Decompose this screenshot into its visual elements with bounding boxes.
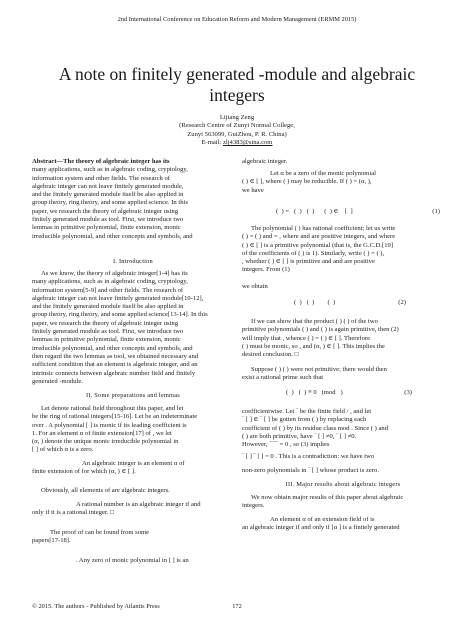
we-obtain: we obtain bbox=[242, 283, 268, 290]
text-line: coefficientwise. Let ‾ be the finite field / , and let bbox=[242, 408, 372, 415]
text-line: ( ) ∈ [ ] is a primitive polynomial (that is, the G.C.D.[19] bbox=[242, 241, 394, 249]
text-line: an algebraic integer if and only if [α ] is a finitely generated bbox=[242, 524, 400, 532]
text-line: If we can show that the product ( ) ( ) of the two bbox=[251, 318, 378, 325]
text-line: As we know, the theory of algebraic integer[1-4] has its bbox=[41, 270, 188, 277]
text-line: A rational number is an algebraic integer if and bbox=[76, 501, 201, 508]
text-line: The proof of can be found from some bbox=[50, 529, 150, 536]
text-line: However, ‾‾‾‾ = 0 , so (3) implies bbox=[242, 441, 330, 449]
equation-text: ( ) ( ) ( ) bbox=[294, 299, 336, 306]
text-line: 1. For an element α of finite extension[17] of , we let bbox=[32, 429, 172, 437]
equation-text: ( ) ( ) ≡ 0 (mod ) bbox=[286, 389, 343, 396]
equation-number: (1) bbox=[432, 208, 440, 215]
abstract-line: and the finitely generated module itself be also applied in bbox=[32, 191, 184, 199]
author-block bbox=[150, 114, 324, 148]
text-line: lemmas in primitive polynomial, finite extension, monic bbox=[32, 336, 181, 344]
text-line: intrinsic connects between algebraic number field and finitely bbox=[32, 369, 196, 377]
section-heading-major-results: III. Major results about algebraic integers bbox=[285, 481, 401, 488]
abstract-line: Abstract—The theory of algebraic integer has its bbox=[32, 158, 170, 165]
obviously-line: Obviously, all elements of are algebraic integers. bbox=[41, 487, 170, 494]
introduction-paragraph bbox=[32, 270, 234, 386]
nonzero-line: non-zero polynomials in ‾ [ ] whose product is zero. bbox=[242, 467, 379, 474]
definition bbox=[32, 460, 234, 477]
abstract-line: algebraic integer can not leave finitely generated module, bbox=[32, 182, 184, 190]
text-line: , whether ( ) ∈ [ ] is primitive and and are positive bbox=[242, 258, 375, 266]
text-line: ( ) ∈ [ ], where ( ) may be reducible. If ( ) = (α, ), bbox=[242, 178, 372, 186]
author-name: Lijiang Zeng bbox=[219, 114, 255, 121]
email-link[interactable]: zlj4383@sina.com bbox=[222, 139, 273, 147]
text-line: finite extension of for which (α, ) ∈ [ ]. bbox=[32, 468, 136, 476]
section-heading-preparations: II. Some preparations and lemmas bbox=[86, 392, 180, 399]
page-number: 172 bbox=[232, 603, 242, 610]
abstract-line: finitely generated module as tool. First, we introduce two bbox=[32, 216, 184, 224]
text-line: irreducible polynomial, and other concepts and symbols, and bbox=[32, 344, 193, 352]
abstract-line: many applications, such as in algebraic coding, cryptology, bbox=[32, 166, 188, 174]
text-line: [ ] of which α is a zero. bbox=[32, 446, 94, 454]
text-line: desired conclusion. □ bbox=[242, 351, 299, 359]
text-line: exist a rational prime such that bbox=[242, 374, 324, 382]
text-line: coefficient of ( ) by its residue class mod . Since ( ) and bbox=[242, 424, 388, 432]
conference-header: 2nd International Conference on Education Reform and Modern Management (ERMM 2015) bbox=[117, 16, 357, 23]
equation-3 bbox=[242, 389, 444, 397]
coefficientwise-paragraph bbox=[242, 408, 444, 449]
text-line: integers. From (1) bbox=[242, 266, 290, 274]
text-line: group theory, ring theory, and some applied science[13-14]. In this bbox=[32, 311, 208, 319]
text-line: Let α be a zero of the monic polynomial bbox=[270, 170, 376, 177]
text-line: of the coefficients of ( ) is 1). Similarly, write ( ) = ( ), bbox=[242, 249, 385, 257]
equation-number: (3) bbox=[404, 389, 412, 396]
text-line: many applications, such as in algebraic coding, cryptology, bbox=[32, 278, 188, 286]
text-line: The polynomial ( ) has rational coefficient; let us write bbox=[251, 225, 396, 232]
lemma-2: . Any zero of monic polynomial in [ ] is an bbox=[76, 557, 189, 564]
title-line-2: integers bbox=[209, 85, 265, 105]
copyright-footer: © 2015. The authors - Published by Atlantis Press bbox=[32, 603, 160, 610]
abstract-line: irreducible polynomial, and other concepts and symbols, and bbox=[32, 232, 193, 240]
text-line: ‾ [ ] ∈ ‾ [ ] be gotten from ( ) by replacing each bbox=[242, 416, 367, 424]
text-line: paper, we research the theory of algebraic integer using bbox=[32, 319, 179, 327]
proof-1 bbox=[32, 529, 234, 546]
text-line: information system[5-9] and other fields. The research of bbox=[32, 286, 184, 294]
text-line: Suppose ( ) ( ) were not primitive; there would then bbox=[251, 366, 387, 373]
abstract-line: group theory, ring theory, and some applied science. In this bbox=[32, 199, 188, 207]
lemma-1 bbox=[32, 501, 234, 518]
text-line: (α, ) denote the unique monic irreducible polynomial in bbox=[32, 438, 179, 446]
text-line: we have bbox=[242, 186, 264, 194]
paper-title bbox=[20, 64, 454, 106]
text-line: only if it is a rational integer. □ bbox=[32, 509, 114, 517]
text-line: ( ) are both primitive, have ‾ [ ] ≠0, ‾ [ ] ≠0. bbox=[242, 432, 357, 440]
equation-1 bbox=[242, 208, 444, 216]
lemma-2-continued: algebraic integer. bbox=[242, 158, 288, 165]
title-line-1: A note on finitely generated -module and algebraic bbox=[58, 64, 416, 84]
text-line: primitive polynomials ( ) and ( ) is again primitive, then (2) bbox=[242, 326, 399, 334]
text-line: ( ) = ( ) and = , where and are positive integers, and where bbox=[242, 233, 396, 241]
text-line: over . A polynomial [ ] is monic if its leading coefficient is bbox=[32, 421, 187, 429]
abstract-line: lemmas in primitive polynomial, finite extension, monic bbox=[32, 224, 181, 232]
abstract-line: information system and other fields. The research of bbox=[32, 174, 170, 182]
major-results-intro bbox=[242, 494, 444, 511]
section-heading-introduction: I. Introduction bbox=[113, 258, 153, 265]
text-line: Let denote rational field throughout this paper, and let bbox=[41, 405, 184, 412]
contradiction-line: ‾ [ ] ‾ [ ] = 0 . This is a contradiction: we have two bbox=[242, 453, 375, 460]
text-line: and the finitely generated module itself be also applied in bbox=[32, 303, 184, 311]
text-line: An element α of an extension field of is bbox=[270, 516, 375, 523]
text-line: papers[17-18]. bbox=[32, 537, 71, 545]
text-line: then regard the two lemmas as tool, we obtained necessary and bbox=[32, 352, 199, 360]
text-line: will imply that , whence ( ) = ( ) ∈ [ ]. Therefore bbox=[242, 334, 371, 342]
abstract bbox=[32, 158, 234, 241]
text-line: algebraic integer can not leave finitely generated module[10-12], bbox=[32, 294, 204, 302]
text-line: An algebraic integer is an element α of bbox=[82, 460, 185, 467]
abstract-line: paper, we research the theory of algebraic integer using bbox=[32, 207, 179, 215]
author-affiliation: (Research Centre of Zunyi Normal College, bbox=[179, 122, 295, 130]
text-line: generated -module. bbox=[32, 377, 83, 385]
preparations-paragraph bbox=[32, 405, 234, 455]
text-line: integers. bbox=[242, 502, 265, 510]
text-line: We now obtain major results of this paper about algebraic bbox=[251, 494, 404, 501]
equation-2 bbox=[242, 299, 444, 307]
text-line: sufficient condition that an element is algebraic integer, and an bbox=[32, 361, 198, 369]
polynomial-paragraph bbox=[242, 225, 444, 275]
theorem-statement bbox=[242, 516, 444, 533]
primitive-paragraph bbox=[242, 318, 444, 359]
suppose-paragraph bbox=[242, 366, 444, 383]
equation-text: ( ) = ( ) ( ) ( ) ∈ [ ] bbox=[276, 208, 353, 215]
text-line: finitely generated module as tool. First, we introduce two bbox=[32, 328, 184, 336]
text-line: be the ring of rational integers[15-16]. Let be an indeterminate bbox=[32, 413, 198, 421]
equation-number: (2) bbox=[398, 299, 406, 306]
author-email: E-mail: zlj4383@sina.com bbox=[201, 139, 273, 147]
text-line: ( ) must be monic, so , and (α, ) ∈ [ ]. This implies the bbox=[242, 342, 385, 350]
author-address: Zunyi 563099, GuiZhou, P. R. China) bbox=[187, 130, 287, 138]
proof-2-paragraph bbox=[242, 170, 444, 195]
